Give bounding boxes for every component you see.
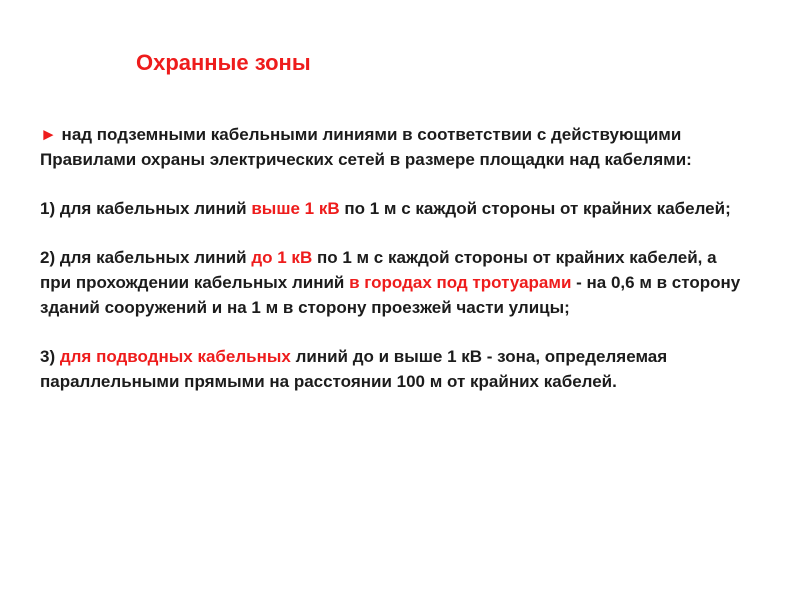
slide-content (40, 122, 745, 418)
item-2-prefix: 2) для кабельных линий (40, 248, 252, 267)
item-3-prefix: 3) (40, 347, 60, 366)
triangle-bullet-icon: ► (40, 125, 57, 144)
slide-title: Охранные зоны (136, 50, 311, 75)
item-2-highlight-location: в городах под тротуарами (349, 273, 572, 292)
item-2-middle: по 1 м с каждой стороны от крайних кабелей, а при прохождении кабельных линий (40, 248, 717, 292)
item-2-paragraph (40, 245, 745, 320)
item-1-suffix: по 1 м с каждой стороны от крайних кабелей; (339, 199, 731, 218)
item-3-paragraph (40, 344, 745, 394)
item-1-prefix: 1) для кабельных линий (40, 199, 252, 218)
item-3-highlight: для подводных кабельных (59, 347, 291, 366)
item-1-paragraph (40, 196, 745, 221)
item-2-highlight-voltage: до 1 кВ (251, 248, 313, 267)
intro-text: над подземными кабельными линиями в соответствии с действующими Правилами охраны электрических сетей в размере площадки над кабелями: (40, 125, 692, 169)
intro-paragraph (40, 122, 745, 172)
item-3-suffix: линий до и выше 1 кВ - зона, определяемая параллельными прямыми на расстоянии 100 м от крайних кабелей. (40, 347, 668, 391)
item-2-suffix: - на 0,6 м в сторону зданий сооружений и на 1 м в сторону проезжей части улицы; (40, 273, 741, 317)
item-1-highlight: выше 1 кВ (251, 199, 340, 218)
